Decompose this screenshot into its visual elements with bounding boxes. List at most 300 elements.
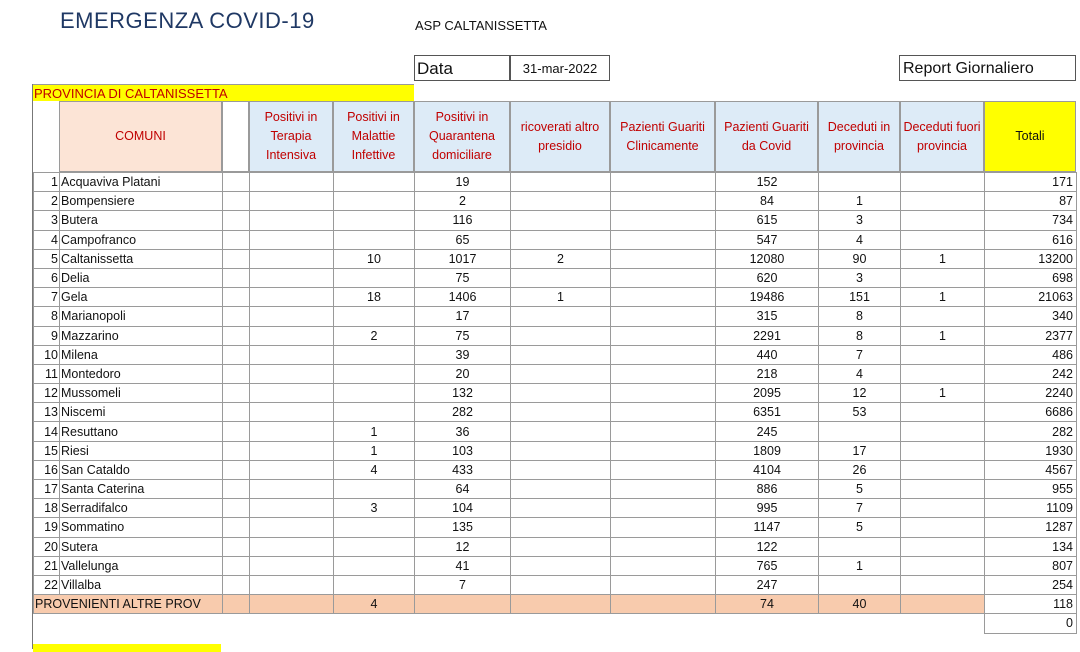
cell-gc	[611, 480, 716, 499]
cell-ap	[511, 268, 611, 287]
header-comuni: COMUNI	[59, 101, 222, 172]
table-row	[34, 288, 1077, 307]
cell-mi: 1	[334, 441, 415, 460]
altre-cell-mi: 4	[334, 595, 415, 614]
cell-mi	[334, 537, 415, 556]
row-number: 9	[34, 326, 60, 345]
cell-gc	[611, 364, 716, 383]
cell-gc	[611, 441, 716, 460]
cell-gcov: 152	[716, 173, 819, 192]
row-number: 12	[34, 384, 60, 403]
comune-name: Acquaviva Platani	[60, 173, 223, 192]
cell-tot: 340	[985, 307, 1077, 326]
cell-ti	[250, 345, 334, 364]
cell-gc	[611, 460, 716, 479]
cell-qd: 75	[415, 268, 511, 287]
header-spacer	[222, 101, 249, 172]
cell-gcov: 1809	[716, 441, 819, 460]
altre-cell-tot: 118	[985, 595, 1077, 614]
cell-ti	[250, 326, 334, 345]
date-value: 31-mar-2022	[510, 55, 610, 81]
cell-gcov: 218	[716, 364, 819, 383]
cell-ti	[250, 480, 334, 499]
cell-dp: 1	[819, 192, 901, 211]
row-number: 4	[34, 230, 60, 249]
cell-gc	[611, 556, 716, 575]
cell-ap	[511, 537, 611, 556]
cell-qd: 20	[415, 364, 511, 383]
cell-ti	[250, 422, 334, 441]
table-row	[34, 364, 1077, 383]
altre-cell-qd	[415, 595, 511, 614]
comune-name: Resuttano	[60, 422, 223, 441]
cell-dfp	[901, 575, 985, 594]
spacer-cell	[223, 595, 250, 614]
cell-dp: 1	[819, 556, 901, 575]
cell-dp: 26	[819, 460, 901, 479]
cell-dfp	[901, 192, 985, 211]
cell-ti	[250, 441, 334, 460]
cell-ap	[511, 499, 611, 518]
data-table	[33, 172, 1077, 634]
spacer-cell	[223, 441, 250, 460]
row-number: 7	[34, 288, 60, 307]
table-row-altre	[34, 595, 1077, 614]
cell-tot: 242	[985, 364, 1077, 383]
cell-dfp	[901, 173, 985, 192]
cell-ap	[511, 441, 611, 460]
spacer-cell	[223, 575, 250, 594]
cell-tot: 254	[985, 575, 1077, 594]
cell-gcov: 84	[716, 192, 819, 211]
cell-tot: 486	[985, 345, 1077, 364]
comune-name: Villalba	[60, 575, 223, 594]
cell-mi	[334, 480, 415, 499]
cell-ap	[511, 173, 611, 192]
cell-ti	[250, 575, 334, 594]
cell-dfp	[901, 403, 985, 422]
cell-dp: 3	[819, 211, 901, 230]
cell-mi	[334, 403, 415, 422]
spacer-cell	[223, 288, 250, 307]
comune-name: Vallelunga	[60, 556, 223, 575]
row-number: 10	[34, 345, 60, 364]
row-number: 21	[34, 556, 60, 575]
cell-ti	[250, 518, 334, 537]
cell-ti	[250, 384, 334, 403]
cell-dp: 151	[819, 288, 901, 307]
cell-gc	[611, 518, 716, 537]
provincia-label: PROVINCIA DI CALTANISSETTA	[33, 84, 414, 101]
cell-dfp	[901, 518, 985, 537]
cell-tot: 734	[985, 211, 1077, 230]
cell-mi: 4	[334, 460, 415, 479]
cell-dp	[819, 173, 901, 192]
cell-ap	[511, 460, 611, 479]
table-row	[34, 345, 1077, 364]
cell-tot: 21063	[985, 288, 1077, 307]
table-row	[34, 211, 1077, 230]
spacer-cell	[223, 480, 250, 499]
header-guariti-clinicamente: Pazienti Guariti Clinicamente	[610, 101, 715, 172]
cell-dfp	[901, 345, 985, 364]
cell-gcov: 247	[716, 575, 819, 594]
cell-ti	[250, 499, 334, 518]
spacer-cell	[223, 268, 250, 287]
cell-qd: 2	[415, 192, 511, 211]
cell-dp: 3	[819, 268, 901, 287]
cell-gcov: 2095	[716, 384, 819, 403]
extra-total: 0	[985, 614, 1077, 633]
cell-tot: 1930	[985, 441, 1077, 460]
cell-tot: 282	[985, 422, 1077, 441]
cell-qd: 104	[415, 499, 511, 518]
cell-mi	[334, 230, 415, 249]
spacer-cell	[223, 249, 250, 268]
row-number: 22	[34, 575, 60, 594]
cell-dp: 5	[819, 480, 901, 499]
cell-ti	[250, 249, 334, 268]
cell-ap: 2	[511, 249, 611, 268]
table-row	[34, 249, 1077, 268]
cell-dp: 4	[819, 230, 901, 249]
cell-qd: 75	[415, 326, 511, 345]
cell-gcov: 620	[716, 268, 819, 287]
cell-gc	[611, 307, 716, 326]
cell-tot: 2240	[985, 384, 1077, 403]
cell-dp: 90	[819, 249, 901, 268]
cell-gcov: 547	[716, 230, 819, 249]
cell-gc	[611, 288, 716, 307]
comune-name: Milena	[60, 345, 223, 364]
comune-name: Sommatino	[60, 518, 223, 537]
cell-ti	[250, 192, 334, 211]
cell-gcov: 765	[716, 556, 819, 575]
cell-dfp	[901, 460, 985, 479]
table-row	[34, 460, 1077, 479]
cell-mi	[334, 556, 415, 575]
cell-tot: 6686	[985, 403, 1077, 422]
cell-tot: 87	[985, 192, 1077, 211]
cell-gc	[611, 345, 716, 364]
cell-gcov: 6351	[716, 403, 819, 422]
cell-qd: 433	[415, 460, 511, 479]
cell-ap	[511, 364, 611, 383]
header-deceduti-provincia: Deceduti in provincia	[818, 101, 900, 172]
table-row	[34, 403, 1077, 422]
cell-dp: 8	[819, 326, 901, 345]
spacer-cell	[223, 345, 250, 364]
table-row	[34, 307, 1077, 326]
comune-name: Mussomeli	[60, 384, 223, 403]
cell-qd: 1406	[415, 288, 511, 307]
comune-name: Serradifalco	[60, 499, 223, 518]
cell-qd: 36	[415, 422, 511, 441]
cell-ti	[250, 307, 334, 326]
comune-name: Marianopoli	[60, 307, 223, 326]
table-row	[34, 556, 1077, 575]
cell-mi: 2	[334, 326, 415, 345]
cell-tot: 955	[985, 480, 1077, 499]
spacer-cell	[223, 499, 250, 518]
cell-ap	[511, 556, 611, 575]
table-row	[34, 499, 1077, 518]
cell-qd: 135	[415, 518, 511, 537]
header-malattie-infettive: Positivi in Malattie Infettive	[333, 101, 414, 172]
report-label: Report Giornaliero	[899, 55, 1076, 81]
cell-tot: 2377	[985, 326, 1077, 345]
spacer-cell	[223, 403, 250, 422]
cell-dfp: 1	[901, 384, 985, 403]
cell-dfp	[901, 537, 985, 556]
cell-ap	[511, 480, 611, 499]
cell-ti	[250, 460, 334, 479]
cell-dfp	[901, 307, 985, 326]
table-row	[34, 268, 1077, 287]
altre-cell-gc	[611, 595, 716, 614]
cell-dfp: 1	[901, 249, 985, 268]
cell-qd: 116	[415, 211, 511, 230]
cell-dp: 7	[819, 499, 901, 518]
spacer-cell	[223, 460, 250, 479]
table-row	[34, 230, 1077, 249]
cell-ap	[511, 211, 611, 230]
cell-dfp	[901, 268, 985, 287]
cell-gcov: 440	[716, 345, 819, 364]
cell-ap	[511, 384, 611, 403]
cell-qd: 64	[415, 480, 511, 499]
cell-gc	[611, 326, 716, 345]
cell-ti	[250, 288, 334, 307]
cell-dp	[819, 537, 901, 556]
cell-dfp	[901, 499, 985, 518]
spacer-cell	[223, 556, 250, 575]
cell-qd: 65	[415, 230, 511, 249]
cell-ti	[250, 556, 334, 575]
cell-qd: 132	[415, 384, 511, 403]
cell-gc	[611, 192, 716, 211]
cell-dfp: 1	[901, 326, 985, 345]
cell-mi	[334, 307, 415, 326]
cell-gc	[611, 422, 716, 441]
bottom-total-label-strip	[33, 644, 221, 652]
cell-mi: 1	[334, 422, 415, 441]
cell-gcov: 615	[716, 211, 819, 230]
row-number: 13	[34, 403, 60, 422]
row-number: 1	[34, 173, 60, 192]
comune-name: Campofranco	[60, 230, 223, 249]
table-row	[34, 326, 1077, 345]
cell-tot: 616	[985, 230, 1077, 249]
row-number: 20	[34, 537, 60, 556]
header-guariti-covid: Pazienti Guariti da Covid	[715, 101, 818, 172]
table-row	[34, 441, 1077, 460]
cell-tot: 171	[985, 173, 1077, 192]
altre-cell-ap	[511, 595, 611, 614]
cell-gc	[611, 211, 716, 230]
cell-qd: 1017	[415, 249, 511, 268]
cell-dfp	[901, 422, 985, 441]
spacer-cell	[223, 173, 250, 192]
table-row	[34, 537, 1077, 556]
row-number: 5	[34, 249, 60, 268]
cell-gcov: 19486	[716, 288, 819, 307]
cell-mi: 10	[334, 249, 415, 268]
cell-dfp: 1	[901, 288, 985, 307]
cell-ti	[250, 537, 334, 556]
row-number: 17	[34, 480, 60, 499]
cell-dp	[819, 422, 901, 441]
cell-gc	[611, 575, 716, 594]
spacer-cell	[223, 537, 250, 556]
cell-tot: 1287	[985, 518, 1077, 537]
spacer-cell	[223, 230, 250, 249]
row-number: 8	[34, 307, 60, 326]
cell-dfp	[901, 211, 985, 230]
comune-name: Gela	[60, 288, 223, 307]
cell-gc	[611, 403, 716, 422]
page-title: EMERGENZA COVID-19	[60, 8, 315, 33]
table-row	[34, 422, 1077, 441]
cell-mi	[334, 575, 415, 594]
blank-cell	[34, 614, 985, 633]
cell-ap	[511, 575, 611, 594]
cell-mi	[334, 192, 415, 211]
comune-name: Caltanissetta	[60, 249, 223, 268]
cell-gc	[611, 230, 716, 249]
cell-gcov: 995	[716, 499, 819, 518]
cell-dfp	[901, 441, 985, 460]
cell-tot: 807	[985, 556, 1077, 575]
cell-tot: 134	[985, 537, 1077, 556]
comune-name: Montedoro	[60, 364, 223, 383]
cell-dp: 7	[819, 345, 901, 364]
header-totali: Totali	[984, 101, 1076, 172]
table-row-extra	[34, 614, 1077, 633]
cell-gc	[611, 384, 716, 403]
cell-mi	[334, 518, 415, 537]
altre-cell-gcov: 74	[716, 595, 819, 614]
table-row	[34, 575, 1077, 594]
header-deceduti-fuori: Deceduti fuori provincia	[900, 101, 984, 172]
cell-qd: 41	[415, 556, 511, 575]
spacer-cell	[223, 211, 250, 230]
cell-tot: 1109	[985, 499, 1077, 518]
cell-gcov: 12080	[716, 249, 819, 268]
cell-gcov: 315	[716, 307, 819, 326]
cell-qd: 12	[415, 537, 511, 556]
altre-cell-dfp	[901, 595, 985, 614]
comune-name: Mazzarino	[60, 326, 223, 345]
spacer-cell	[223, 364, 250, 383]
cell-gcov: 245	[716, 422, 819, 441]
cell-gcov: 1147	[716, 518, 819, 537]
row-number: 3	[34, 211, 60, 230]
cell-gc	[611, 537, 716, 556]
data-table-body	[34, 173, 1077, 634]
cell-gc	[611, 268, 716, 287]
header-terapia-intensiva: Positivi in Terapia Intensiva	[249, 101, 333, 172]
cell-gcov: 122	[716, 537, 819, 556]
cell-dp: 53	[819, 403, 901, 422]
cell-dp: 17	[819, 441, 901, 460]
cell-tot: 13200	[985, 249, 1077, 268]
cell-mi	[334, 211, 415, 230]
spacer-cell	[223, 518, 250, 537]
row-number: 2	[34, 192, 60, 211]
cell-ap	[511, 230, 611, 249]
table-row	[34, 518, 1077, 537]
spacer-cell	[223, 422, 250, 441]
date-label: Data	[414, 55, 510, 81]
row-number: 18	[34, 499, 60, 518]
cell-qd: 39	[415, 345, 511, 364]
asp-label: ASP CALTANISSETTA	[415, 18, 547, 33]
cell-ti	[250, 364, 334, 383]
cell-ap	[511, 326, 611, 345]
cell-qd: 19	[415, 173, 511, 192]
row-number: 11	[34, 364, 60, 383]
cell-dfp	[901, 480, 985, 499]
row-number: 14	[34, 422, 60, 441]
cell-mi	[334, 345, 415, 364]
cell-gc	[611, 499, 716, 518]
cell-ap	[511, 192, 611, 211]
cell-qd: 282	[415, 403, 511, 422]
row-number: 6	[34, 268, 60, 287]
row-number: 19	[34, 518, 60, 537]
cell-gcov: 2291	[716, 326, 819, 345]
comune-name: San Cataldo	[60, 460, 223, 479]
cell-ti	[250, 403, 334, 422]
cell-dp: 8	[819, 307, 901, 326]
cell-gc	[611, 249, 716, 268]
spacer-cell	[223, 307, 250, 326]
cell-tot: 4567	[985, 460, 1077, 479]
cell-mi	[334, 364, 415, 383]
cell-dfp	[901, 556, 985, 575]
cell-gcov: 886	[716, 480, 819, 499]
cell-gc	[611, 173, 716, 192]
cell-mi: 3	[334, 499, 415, 518]
header-altro-presidio: ricoverati altro presidio	[510, 101, 610, 172]
cell-qd: 103	[415, 441, 511, 460]
comune-name: Bompensiere	[60, 192, 223, 211]
cell-tot: 698	[985, 268, 1077, 287]
cell-mi	[334, 268, 415, 287]
altre-name: PROVENIENTI ALTRE PROV	[34, 595, 223, 614]
cell-ti	[250, 173, 334, 192]
table-row	[34, 173, 1077, 192]
cell-mi	[334, 173, 415, 192]
cell-dp	[819, 575, 901, 594]
spacer-cell	[223, 384, 250, 403]
comune-name: Delia	[60, 268, 223, 287]
cell-dp: 5	[819, 518, 901, 537]
cell-dfp	[901, 230, 985, 249]
cell-ti	[250, 211, 334, 230]
cell-qd: 17	[415, 307, 511, 326]
cell-ap: 1	[511, 288, 611, 307]
spacer-cell	[223, 192, 250, 211]
cell-qd: 7	[415, 575, 511, 594]
header-quarantena: Positivi in Quarantena domiciliare	[414, 101, 510, 172]
comune-name: Riesi	[60, 441, 223, 460]
row-number: 16	[34, 460, 60, 479]
comune-name: Santa Caterina	[60, 480, 223, 499]
table-row	[34, 384, 1077, 403]
cell-ap	[511, 345, 611, 364]
